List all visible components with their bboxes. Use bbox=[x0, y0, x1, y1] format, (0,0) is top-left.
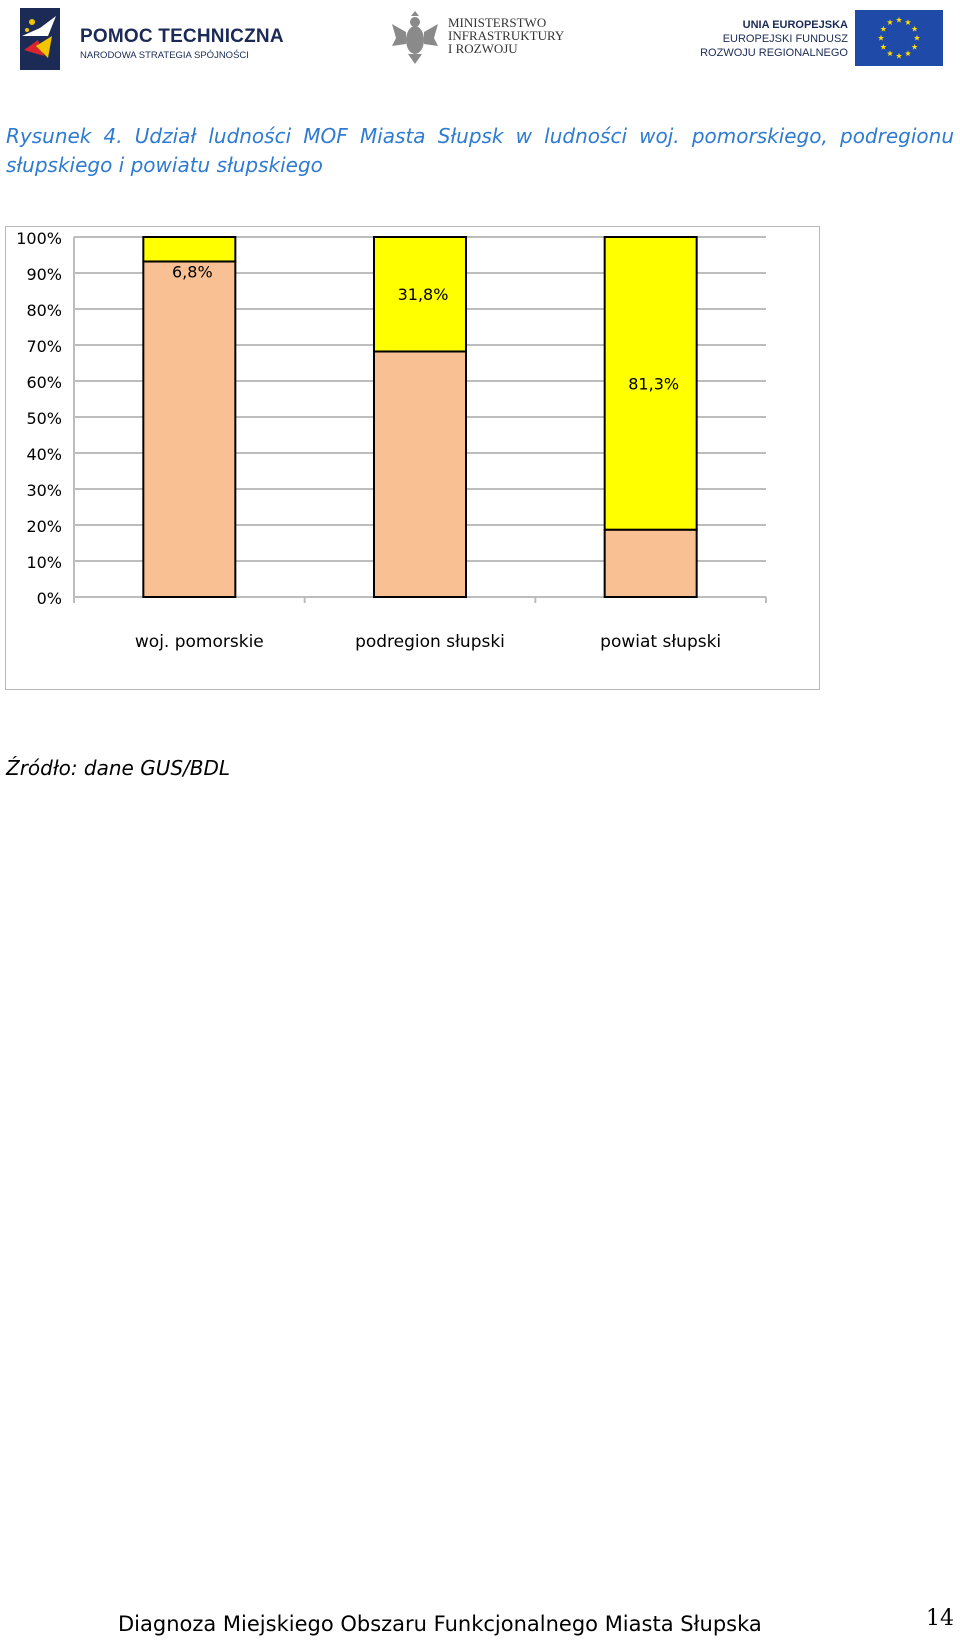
y-tick-label: 100% bbox=[16, 229, 62, 248]
y-tick-label: 0% bbox=[36, 589, 62, 608]
data-label: 6,8% bbox=[172, 262, 213, 282]
x-category-label: podregion słupski bbox=[355, 632, 505, 652]
y-tick-label: 40% bbox=[26, 445, 62, 464]
y-tick-label: 80% bbox=[26, 301, 62, 320]
eu-name bbox=[700, 18, 848, 60]
ministry-logo bbox=[390, 10, 590, 66]
eu-flag-icon bbox=[855, 10, 943, 66]
bar-segment bbox=[605, 530, 697, 597]
bar-segment bbox=[143, 237, 235, 261]
y-tick-label: 30% bbox=[26, 481, 62, 500]
eu-line: ROZWOJU REGIONALNEGO bbox=[700, 47, 848, 59]
eu-logo bbox=[700, 10, 945, 66]
data-label: 81,3% bbox=[628, 374, 680, 394]
ministry-line: MINISTERSTWO bbox=[448, 15, 547, 30]
bar-segment bbox=[143, 261, 235, 597]
page-footer: Diagnoza Miejskiego Obszaru Funkcjonalnego Miasta Słupska bbox=[118, 1612, 762, 1636]
y-tick-label: 50% bbox=[26, 409, 62, 428]
y-tick-label: 10% bbox=[26, 553, 62, 572]
eu-line: EUROPEJSKI FUNDUSZ bbox=[722, 33, 848, 45]
pomoc-techniczna-emblem-icon bbox=[18, 6, 74, 72]
pomoc-techniczna-title: POMOC TECHNICZNA bbox=[80, 26, 284, 47]
eagle-emblem-icon bbox=[390, 10, 440, 66]
x-category-label: powiat słupski bbox=[600, 632, 722, 652]
y-tick-label: 20% bbox=[26, 517, 62, 536]
page-number: 14 bbox=[926, 1606, 954, 1631]
y-tick-label: 70% bbox=[26, 337, 62, 356]
page-header bbox=[0, 0, 960, 80]
pomoc-techniczna-logo bbox=[18, 6, 288, 72]
ministry-line: INFRASTRUKTURY bbox=[448, 28, 565, 43]
pomoc-techniczna-subtitle: NARODOWA STRATEGIA SPÓJNOŚCI bbox=[80, 50, 249, 61]
x-category-label: woj. pomorskie bbox=[134, 632, 264, 652]
chart-frame bbox=[5, 226, 820, 690]
eu-line: UNIA EUROPEJSKA bbox=[742, 19, 848, 31]
figure-caption: Rysunek 4. Udział ludności MOF Miasta Słupsk w ludności woj. pomorskiego, podregionu słupskiego i powiatu słupskiego bbox=[6, 124, 954, 177]
source-note: Źródło: dane GUS/BDL bbox=[6, 756, 231, 780]
bar-segment bbox=[374, 351, 466, 597]
ministry-line: I ROZWOJU bbox=[448, 41, 518, 56]
stacked-bar-chart bbox=[6, 227, 819, 689]
y-tick-label: 60% bbox=[26, 373, 62, 392]
y-tick-label: 90% bbox=[26, 265, 62, 284]
data-label: 31,8% bbox=[397, 285, 449, 305]
ministry-name bbox=[448, 16, 564, 55]
